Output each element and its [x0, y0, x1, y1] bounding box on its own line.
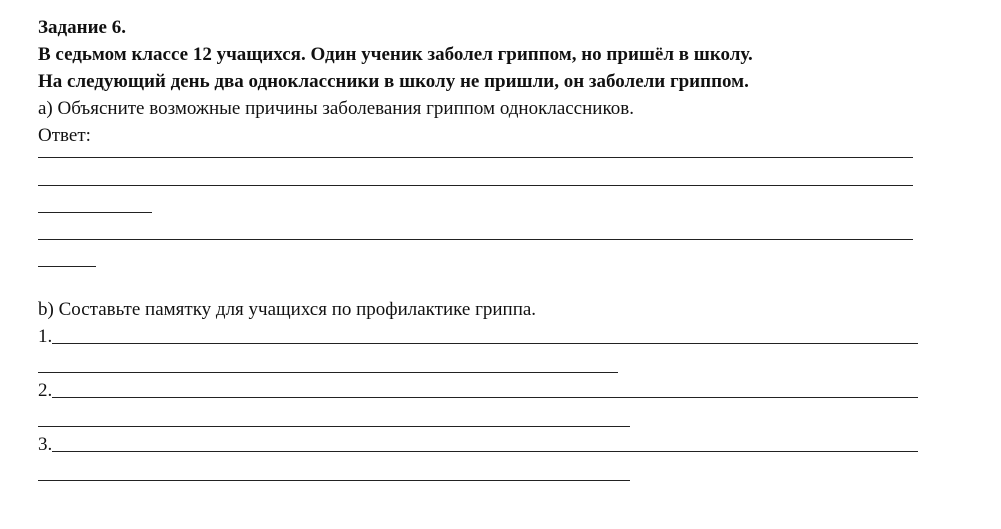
task-statement-line-2: На следующий день два одноклассники в школу не пришли, он заболели гриппом.: [38, 71, 749, 92]
memo-item-line: [52, 451, 918, 452]
memo-item-3-continuation: [38, 480, 630, 481]
question-b: b) Составьте памятку для учащихся по профилактике гриппа.: [38, 299, 537, 320]
worksheet: [38, 14, 938, 481]
answer-label: Ответ:: [38, 125, 91, 146]
memo-item-number: 1.: [38, 326, 53, 347]
memo-item-3: [38, 431, 918, 458]
memo-item-1: [38, 323, 918, 350]
memo-item-number: 3.: [38, 434, 53, 455]
memo-item-2: [38, 377, 918, 404]
memo-item-number: 2.: [38, 380, 53, 401]
task-title: Задание 6.: [38, 17, 126, 38]
task-statement-line-1: В седьмом классе 12 учащихся. Один ученик заболел гриппом, но пришёл в школу.: [38, 44, 753, 65]
memo-item-line: [52, 397, 918, 398]
question-a: а) Объясните возможные причины заболевания гриппом одноклассников.: [38, 98, 634, 119]
memo-item-line: [52, 343, 918, 344]
